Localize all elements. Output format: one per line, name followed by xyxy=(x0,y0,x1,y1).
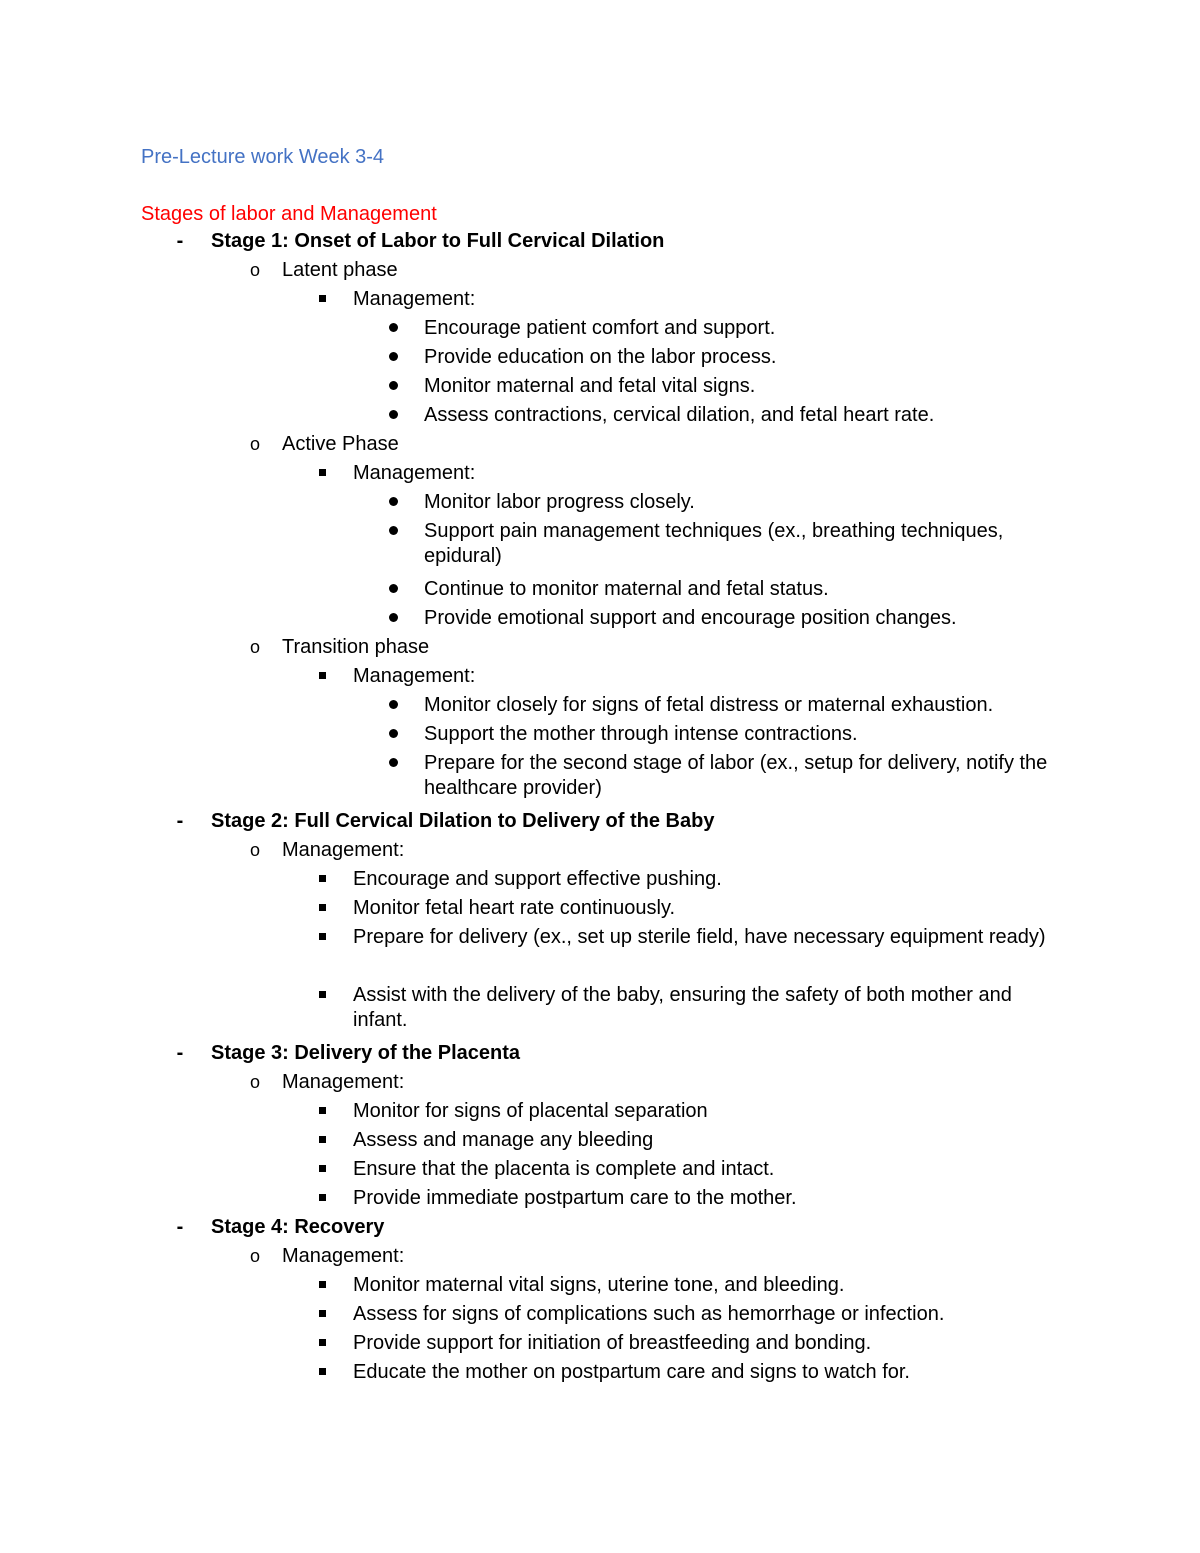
circle-bullet: o xyxy=(249,260,260,280)
stage-title: Stage 1: Onset of Labor to Full Cervical Dilation xyxy=(211,230,665,252)
round-bullet-icon xyxy=(381,577,405,602)
list-item xyxy=(0,374,1200,403)
management-label: Management: xyxy=(282,839,405,861)
list-item xyxy=(0,1186,1200,1215)
stage-title: Stage 3: Delivery of the Placenta xyxy=(211,1042,521,1064)
list-item xyxy=(0,316,1200,345)
square-bullet-icon xyxy=(310,983,334,1008)
dash-bullet: - xyxy=(176,1216,184,1238)
dash-bullet: - xyxy=(176,810,184,832)
square-bullet-icon xyxy=(310,1099,334,1124)
stage-title: Stage 2: Full Cervical Dilation to Delivery of the Baby xyxy=(211,810,715,832)
square-bullet-icon xyxy=(310,461,334,486)
round-bullet-icon xyxy=(381,606,405,631)
list-item xyxy=(0,693,1200,722)
list-item xyxy=(0,983,1200,1041)
round-bullet-icon xyxy=(381,374,405,399)
circle-bullet: o xyxy=(249,840,260,860)
list-item xyxy=(0,1157,1200,1186)
square-bullet-icon xyxy=(310,1186,334,1211)
list-item xyxy=(0,1331,1200,1360)
list-item-text: Provide emotional support and encourage position changes. xyxy=(424,607,957,629)
stage-title: Stage 4: Recovery xyxy=(211,1216,385,1238)
list-item xyxy=(0,577,1200,606)
list-item-text: Monitor labor progress closely. xyxy=(424,491,695,513)
management-item xyxy=(0,664,1200,693)
list-item-text: Provide support for initiation of breastfeeding and bonding. xyxy=(353,1332,872,1354)
list-item-text: Educate the mother on postpartum care and signs to watch for. xyxy=(353,1361,910,1383)
round-bullet-icon xyxy=(381,519,405,544)
management-label: Management: xyxy=(282,1071,405,1093)
square-bullet-icon xyxy=(310,1273,334,1298)
round-bullet-icon xyxy=(381,403,405,428)
section-title: Stages of labor and Management xyxy=(141,203,437,225)
circle-bullet: o xyxy=(249,1246,260,1266)
list-item-text: Monitor closely for signs of fetal distress or maternal exhaustion. xyxy=(424,694,994,716)
square-bullet-icon xyxy=(310,1360,334,1385)
list-item-text: Provide immediate postpartum care to the mother. xyxy=(353,1187,797,1209)
management-label: Management: xyxy=(282,1245,405,1267)
list-item-text: Assess contractions, cervical dilation, and fetal heart rate. xyxy=(424,404,935,426)
list-item-text: Monitor maternal vital signs, uterine tone, and bleeding. xyxy=(353,1274,845,1296)
square-bullet-icon xyxy=(310,896,334,921)
square-bullet-icon xyxy=(310,1331,334,1356)
list-item-text: Encourage and support effective pushing. xyxy=(353,868,722,890)
stage-2-heading xyxy=(0,809,1200,838)
list-item xyxy=(0,403,1200,432)
transition-phase-item xyxy=(0,635,1200,664)
list-item-text: Prepare for the second stage of labor (ex., setup for delivery, notify the healthcare provider) xyxy=(424,752,1048,799)
stages-outline xyxy=(0,229,1200,1389)
list-item-text: Prepare for delivery (ex., set up sterile field, have necessary equipment ready) xyxy=(353,926,1046,948)
circle-bullet: o xyxy=(249,637,260,657)
list-item xyxy=(0,867,1200,896)
list-item xyxy=(0,345,1200,374)
list-item xyxy=(0,1360,1200,1389)
square-bullet-icon xyxy=(310,287,334,312)
stage-1-heading xyxy=(0,229,1200,258)
management-label: Management: xyxy=(353,288,476,310)
list-item xyxy=(0,1302,1200,1331)
dash-bullet: - xyxy=(176,230,184,252)
list-item-text: Ensure that the placenta is complete and intact. xyxy=(353,1158,775,1180)
round-bullet-icon xyxy=(381,722,405,747)
round-bullet-icon xyxy=(381,316,405,341)
list-item-text: Monitor for signs of placental separation xyxy=(353,1100,708,1122)
management-item xyxy=(0,461,1200,490)
square-bullet-icon xyxy=(310,1157,334,1182)
management-item xyxy=(0,838,1200,867)
circle-bullet: o xyxy=(249,434,260,454)
list-item xyxy=(0,519,1200,577)
management-label: Management: xyxy=(353,462,476,484)
list-item-text: Support pain management techniques (ex., breathing techniques, epidural) xyxy=(424,520,1004,567)
list-item-text: Assess for signs of complications such as hemorrhage or infection. xyxy=(353,1303,945,1325)
list-item xyxy=(0,896,1200,925)
list-item xyxy=(0,1128,1200,1157)
list-item-text: Provide education on the labor process. xyxy=(424,346,777,368)
list-item-text: Encourage patient comfort and support. xyxy=(424,317,776,339)
phase-label: Latent phase xyxy=(282,259,398,281)
list-item-text: Monitor fetal heart rate continuously. xyxy=(353,897,676,919)
list-item xyxy=(0,606,1200,635)
round-bullet-icon xyxy=(381,345,405,370)
list-item xyxy=(0,1099,1200,1128)
square-bullet-icon xyxy=(310,1302,334,1327)
document-title: Pre-Lecture work Week 3-4 xyxy=(141,146,385,168)
stage-4-heading xyxy=(0,1215,1200,1244)
circle-bullet: o xyxy=(249,1072,260,1092)
list-item-text: Support the mother through intense contractions. xyxy=(424,723,858,745)
management-item xyxy=(0,1244,1200,1273)
list-item-text: Assess and manage any bleeding xyxy=(353,1129,654,1151)
latent-phase-item xyxy=(0,258,1200,287)
square-bullet-icon xyxy=(310,664,334,689)
list-item-text: Monitor maternal and fetal vital signs. xyxy=(424,375,756,397)
square-bullet-icon xyxy=(310,867,334,892)
dash-bullet: - xyxy=(176,1042,184,1064)
management-label: Management: xyxy=(353,665,476,687)
management-item xyxy=(0,1070,1200,1099)
active-phase-item xyxy=(0,432,1200,461)
round-bullet-icon xyxy=(381,490,405,515)
list-item xyxy=(0,722,1200,751)
management-item xyxy=(0,287,1200,316)
square-bullet-icon xyxy=(310,925,334,950)
list-item-text: Continue to monitor maternal and fetal status. xyxy=(424,578,829,600)
list-item xyxy=(0,1273,1200,1302)
list-item xyxy=(0,490,1200,519)
round-bullet-icon xyxy=(381,693,405,718)
round-bullet-icon xyxy=(381,751,405,776)
phase-label: Active Phase xyxy=(282,433,399,455)
phase-label: Transition phase xyxy=(282,636,430,658)
list-item xyxy=(0,751,1200,809)
list-item-text: Assist with the delivery of the baby, ensuring the safety of both mother and infant. xyxy=(353,984,1012,1031)
stage-3-heading xyxy=(0,1041,1200,1070)
list-item xyxy=(0,925,1200,983)
square-bullet-icon xyxy=(310,1128,334,1153)
